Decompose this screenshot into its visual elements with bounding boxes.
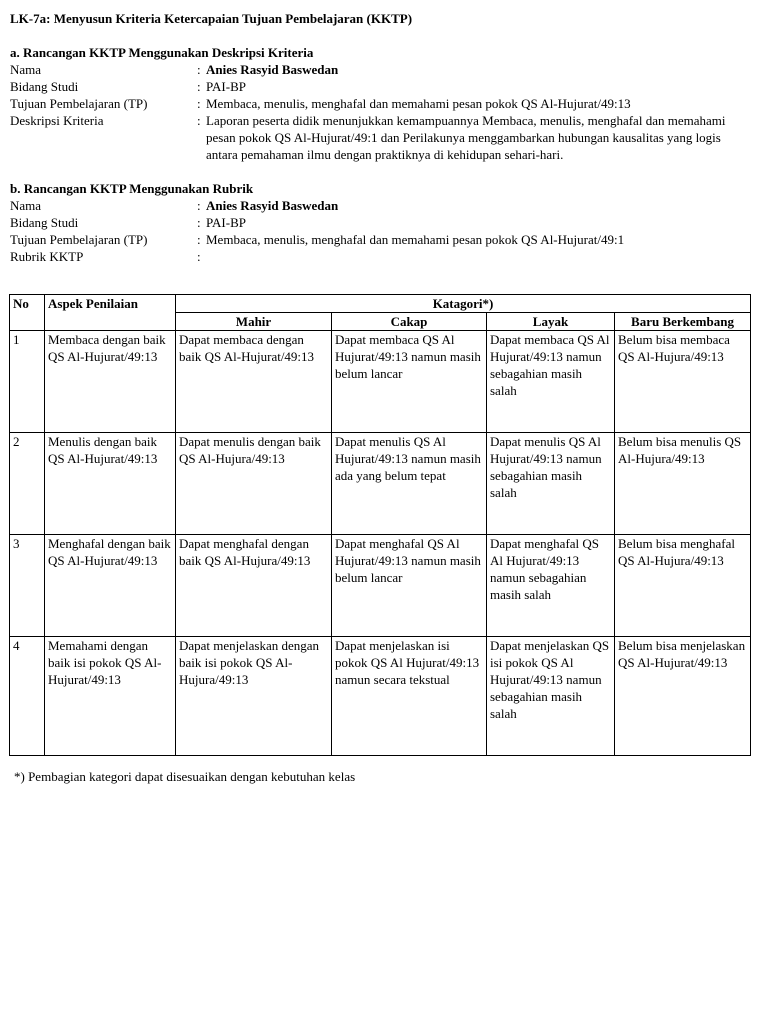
field-colon: : — [197, 113, 201, 128]
table-row — [10, 637, 751, 756]
document-page — [10, 10, 750, 265]
field-label: Deskripsi Kriteria — [10, 113, 104, 128]
field-colon: : — [197, 79, 201, 94]
header-kategori: Katagori*) — [176, 295, 751, 313]
cell-cakap: Dapat menulis QS Al Hujurat/49:13 namun masih ada yang belum tepat — [332, 433, 487, 535]
cell-no: 2 — [10, 433, 45, 535]
field-a-tujuan — [10, 95, 750, 112]
field-label: Bidang Studi — [10, 79, 79, 94]
field-value — [206, 248, 750, 265]
field-a-deskripsi — [10, 112, 750, 163]
cell-aspek: Memahami dengan baik isi pokok QS Al-Hujurat/49:13 — [45, 637, 176, 756]
cell-baru-berkembang: Belum bisa menghafal QS Al-Hujura/49:13 — [615, 535, 751, 637]
field-colon: : — [197, 249, 201, 264]
header-mahir: Mahir — [176, 313, 332, 331]
cell-no: 3 — [10, 535, 45, 637]
cell-mahir: Dapat menjelaskan dengan baik isi pokok QS Al-Hujura/49:13 — [176, 637, 332, 756]
section-b-title: b. Rancangan KKTP Menggunakan Rubrik — [10, 181, 254, 196]
field-label: Bidang Studi — [10, 215, 79, 230]
field-colon: : — [197, 198, 201, 213]
cell-baru-berkembang: Belum bisa menulis QS Al-Hujura/49:13 — [615, 433, 751, 535]
table-row — [10, 433, 751, 535]
header-layak: Layak — [487, 313, 615, 331]
field-b-rubrik — [10, 248, 750, 265]
field-label: Nama — [10, 62, 42, 77]
table-row — [10, 331, 751, 433]
footnote: *) Pembagian kategori dapat disesuaikan dengan kebutuhan kelas — [14, 769, 356, 784]
field-value: PAI-BP — [206, 79, 246, 94]
cell-no: 4 — [10, 637, 45, 756]
field-label: Tujuan Pembelajaran (TP) — [10, 232, 148, 247]
cell-aspek: Menulis dengan baik QS Al-Hujurat/49:13 — [45, 433, 176, 535]
cell-layak: Dapat membaca QS Al Hujurat/49:13 namun sebagahian masih salah — [487, 331, 615, 433]
cell-mahir: Dapat menghafal dengan baik QS Al-Hujura/49:13 — [176, 535, 332, 637]
field-label: Nama — [10, 198, 42, 213]
cell-no: 1 — [10, 331, 45, 433]
field-value: Anies Rasyid Baswedan — [206, 62, 339, 77]
field-colon: : — [197, 96, 201, 111]
field-colon: : — [197, 62, 201, 77]
cell-cakap: Dapat membaca QS Al Hujurat/49:13 namun masih belum lancar — [332, 331, 487, 433]
field-value: Laporan peserta didik menunjukkan kemampuannya Membaca, menulis, menghafal dan memahami pesan pokok QS Al-Hujurat/49:1 dan Perilakunya menggambarkan hubungan kausalitas yang logis antara pemahaman ilmu dengan praktiknya di kehidupan sehari-hari. — [206, 113, 726, 162]
field-b-nama — [10, 197, 750, 214]
field-value: Anies Rasyid Baswedan — [206, 198, 339, 213]
table-row — [10, 535, 751, 637]
field-value: Membaca, menulis, menghafal dan memahami pesan pokok QS Al-Hujurat/49:1 — [206, 232, 625, 247]
field-a-bidang-studi — [10, 78, 750, 95]
cell-layak: Dapat menulis QS Al Hujurat/49:13 namun sebagahian masih salah — [487, 433, 615, 535]
section-a-title: a. Rancangan KKTP Menggunakan Deskripsi Kriteria — [10, 45, 314, 60]
cell-baru-berkembang: Belum bisa menjelaskan QS Al-Hujurat/49:13 — [615, 637, 751, 756]
cell-baru-berkembang: Belum bisa membaca QS Al-Hujura/49:13 — [615, 331, 751, 433]
cell-aspek: Menghafal dengan baik QS Al-Hujurat/49:13 — [45, 535, 176, 637]
header-cakap: Cakap — [332, 313, 487, 331]
header-baru-berkembang: Baru Berkembang — [615, 313, 751, 331]
document-heading: LK-7a: Menyusun Kriteria Ketercapaian Tujuan Pembelajaran (KKTP) — [10, 11, 413, 26]
field-colon: : — [197, 232, 201, 247]
rubric-table — [9, 294, 751, 756]
cell-layak: Dapat menghafal QS Al Hujurat/49:13 namun sebagahian masih salah — [487, 535, 615, 637]
cell-mahir: Dapat membaca dengan baik QS Al-Hujurat/49:13 — [176, 331, 332, 433]
field-value: Membaca, menulis, menghafal dan memahami pesan pokok QS Al-Hujurat/49:13 — [206, 96, 631, 111]
field-b-bidang-studi — [10, 214, 750, 231]
header-aspek-penilaian: Aspek Penilaian — [45, 295, 176, 331]
cell-mahir: Dapat menulis dengan baik QS Al-Hujura/49:13 — [176, 433, 332, 535]
cell-layak: Dapat menjelaskan QS isi pokok QS Al Hujurat/49:13 namun sebagahian masih salah — [487, 637, 615, 756]
field-label: Rubrik KKTP — [10, 249, 84, 264]
field-b-tujuan — [10, 231, 750, 248]
field-label: Tujuan Pembelajaran (TP) — [10, 96, 148, 111]
cell-cakap: Dapat menghafal QS Al Hujurat/49:13 namun masih belum lancar — [332, 535, 487, 637]
field-colon: : — [197, 215, 201, 230]
header-no: No — [10, 295, 45, 331]
cell-aspek: Membaca dengan baik QS Al-Hujurat/49:13 — [45, 331, 176, 433]
cell-cakap: Dapat menjelaskan isi pokok QS Al Hujurat/49:13 namun secara tekstual — [332, 637, 487, 756]
table-header-row — [10, 295, 751, 313]
field-a-nama — [10, 61, 750, 78]
field-value: PAI-BP — [206, 215, 246, 230]
